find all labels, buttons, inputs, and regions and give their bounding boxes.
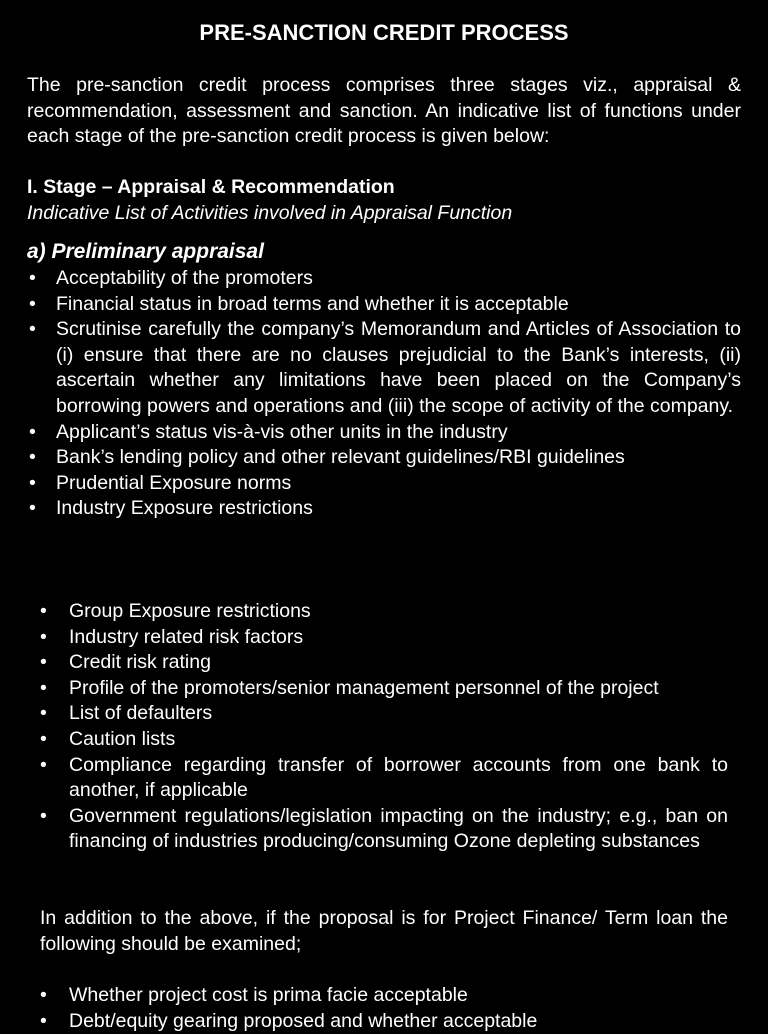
list-item-text: Government regulations/legislation impacting on the industry; e.g., ban on financing of industries producing/consuming Ozone depleting substances bbox=[69, 804, 728, 853]
bullet-icon: • bbox=[40, 727, 47, 750]
list-item bbox=[40, 983, 728, 1009]
list-item-text: Prudential Exposure norms bbox=[56, 471, 292, 494]
list-item bbox=[40, 727, 728, 753]
bullet-icon: • bbox=[40, 804, 47, 827]
list-item bbox=[40, 676, 728, 702]
list-item-text: Financial status in broad terms and whether it is acceptable bbox=[56, 292, 569, 315]
list-item-text: Compliance regarding transfer of borrower accounts from one bank to another, if applicable bbox=[69, 753, 728, 802]
list-item bbox=[40, 753, 728, 804]
bullet-icon: • bbox=[40, 625, 47, 648]
stage-subtitle: Indicative List of Activities involved in Appraisal Function bbox=[27, 202, 513, 224]
project-finance-paragraph: In addition to the above, if the proposal is for Project Finance/ Term loan the following should be examined; bbox=[40, 907, 728, 955]
bullet-icon: • bbox=[40, 600, 47, 622]
bullet-icon: • bbox=[40, 984, 47, 1006]
bullet-icon: • bbox=[29, 497, 36, 520]
list-item bbox=[27, 266, 741, 292]
preliminary-appraisal-list bbox=[27, 266, 741, 522]
bullet-icon: • bbox=[40, 676, 47, 699]
bullet-icon: • bbox=[40, 702, 47, 725]
bullet-icon: • bbox=[29, 471, 36, 494]
additional-appraisal-list bbox=[40, 599, 728, 855]
list-item bbox=[40, 625, 728, 651]
preliminary-appraisal-heading: a) Preliminary appraisal bbox=[27, 240, 264, 263]
stage-heading: I. Stage – Appraisal & Recommendation bbox=[27, 176, 395, 198]
list-item bbox=[27, 471, 741, 497]
list-item bbox=[27, 292, 741, 318]
bullet-icon: • bbox=[29, 292, 36, 315]
list-item-text: Acceptability of the promoters bbox=[56, 267, 313, 289]
list-item-text: List of defaulters bbox=[69, 702, 213, 725]
list-item-text: Industry related risk factors bbox=[69, 625, 304, 648]
bullet-icon: • bbox=[40, 651, 47, 674]
list-item-text: Debt/equity gearing proposed and whether acceptable bbox=[69, 1009, 538, 1032]
list-item-text: Applicant’s status vis-à-vis other units in the industry bbox=[56, 420, 508, 443]
list-item bbox=[40, 701, 728, 727]
list-item-text: Profile of the promoters/senior management personnel of the project bbox=[69, 676, 659, 699]
bullet-icon: • bbox=[40, 1009, 47, 1032]
list-item bbox=[27, 420, 741, 446]
list-item bbox=[27, 317, 741, 419]
list-item bbox=[40, 599, 728, 625]
list-item-text: Group Exposure restrictions bbox=[69, 600, 311, 622]
bullet-icon: • bbox=[29, 267, 36, 289]
bullet-icon: • bbox=[29, 446, 36, 469]
list-item-text: Scrutinise carefully the company’s Memorandum and Articles of Association to (i) ensure that there are no clauses prejudicial to the Bank’s interests, (ii) ascertain whether any limitations have been placed on the Company’s borrowing powers and operations and (iii) the scope of activity of the company. bbox=[56, 318, 741, 417]
list-item-text: Industry Exposure restrictions bbox=[56, 497, 313, 520]
bullet-icon: • bbox=[29, 420, 36, 443]
page-title: PRE-SANCTION CREDIT PROCESS bbox=[199, 20, 569, 45]
bullet-icon: • bbox=[40, 753, 47, 776]
list-item-text: Credit risk rating bbox=[69, 651, 211, 674]
list-item-text: Whether project cost is prima facie acceptable bbox=[69, 984, 468, 1006]
list-item bbox=[40, 1009, 728, 1034]
list-item bbox=[27, 445, 741, 471]
list-item-text: Bank’s lending policy and other relevant guidelines/RBI guidelines bbox=[56, 446, 625, 469]
list-item bbox=[27, 496, 741, 522]
list-item bbox=[40, 650, 728, 676]
project-finance-list bbox=[40, 983, 728, 1034]
list-item bbox=[40, 804, 728, 855]
intro-paragraph: The pre-sanction credit process comprises three stages viz., appraisal & recommendation, assessment and sanction. An indicative list of functions under each stage of the pre-sanction credit process is given below: bbox=[27, 74, 741, 148]
bullet-icon: • bbox=[29, 318, 36, 341]
list-item-text: Caution lists bbox=[69, 727, 176, 750]
